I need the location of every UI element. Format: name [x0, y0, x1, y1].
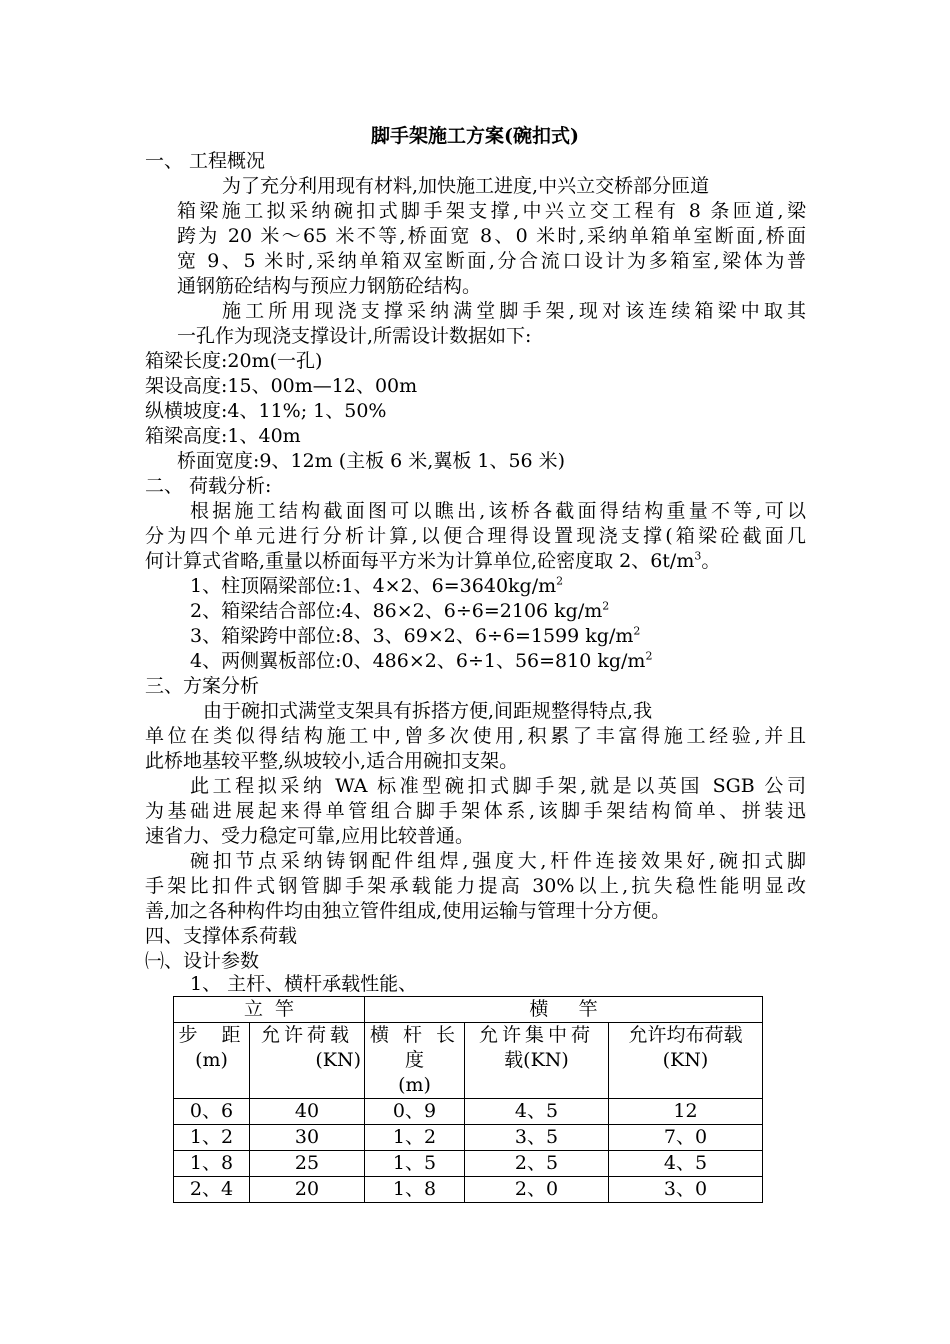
table-cell: 1、8	[174, 1151, 250, 1177]
s1-p1-line: 通钢筋砼结构与预应力钢筋砼结构。	[177, 275, 482, 297]
data-box-height: 箱梁高度:1、40m	[145, 425, 301, 447]
col-header-bar-length	[365, 1023, 465, 1099]
group-header-vertical: 立 竿	[174, 997, 365, 1023]
design-params-heading: ㈠、设计参数	[145, 950, 260, 972]
s1-p1-line: 为了充分利用现有材料,加快施工进度,中兴立交桥部分匝道	[222, 175, 710, 197]
col-header-concentrated-load-label: 允许集中荷	[478, 1024, 594, 1046]
pole-capacity-heading: 1、 主杆、横杆承载性能、	[190, 973, 418, 995]
s1-p1-line: 箱梁施工拟采纳碗扣式脚手架支撑,中兴立交工程有 8 条匝道,梁	[177, 200, 806, 222]
section-2-heading: 二、 荷载分析:	[145, 475, 272, 497]
col-header-concentrated-load-unit: 载(KN)	[504, 1049, 569, 1071]
table-cell: 1、2	[365, 1125, 465, 1151]
table-row	[174, 1125, 763, 1151]
load-item-1: 1、柱顶隔梁部位:1、4×2、$6=3640kg/m^2$	[190, 574, 564, 597]
col-header-bar-length-label: 横 杆 长	[369, 1024, 460, 1046]
col-header-step-label: 步 距	[178, 1024, 245, 1046]
table-cell: 7、0	[609, 1125, 763, 1151]
s2-p1-line: 何计算式省略,重量以桥面每平方米为计算单位,砼密度取 2、$6t/m^3$。	[145, 549, 721, 572]
data-erect-height: 架设高度:15、00m—12、00m	[145, 375, 418, 397]
table-cell: 2、4	[174, 1177, 250, 1203]
s3-p1-line: 单位在类似得结构施工中,曾多次使用,积累了丰富得施工经验,并且	[145, 725, 806, 747]
section-3-heading: 三、方案分析	[145, 675, 260, 697]
col-header-distributed-load-unit: (KN)	[662, 1049, 709, 1071]
table-row	[174, 1177, 763, 1203]
data-box-length: 箱梁长度:20m(一孔)	[145, 350, 323, 372]
section-4-heading: 四、支撑体系荷载	[145, 925, 298, 947]
s3-p3-line: 碗扣节点采纳铸钢配件组焊,强度大,杆件连接效果好,碗扣式脚	[190, 850, 806, 872]
col-header-step	[174, 1023, 250, 1099]
col-header-allowed-load-label: 允许荷载	[260, 1024, 353, 1046]
s1-p1-line: 跨为 20 米～65 米不等,桥面宽 8、0 米时,采纳单箱单室断面,桥面	[177, 225, 806, 247]
s1-p1-line: 宽 9、5 米时,采纳单箱双室断面,分合流口设计为多箱室,梁体为普	[177, 250, 806, 272]
document-title: 脚手架施工方案(碗扣式)	[371, 125, 579, 147]
table-cell: 3、0	[609, 1177, 763, 1203]
s3-p1-line: 此桥地基较平整,纵坡较小,适合用碗扣支架。	[145, 750, 519, 772]
table-cell: 2、0	[465, 1177, 609, 1203]
col-header-distributed-load	[609, 1023, 763, 1099]
pole-capacity-table	[173, 996, 763, 1203]
table-cell: 1、5	[365, 1151, 465, 1177]
table-cell: 2、5	[465, 1151, 609, 1177]
col-header-allowed-load	[250, 1023, 365, 1099]
s3-p2-line: 速省力、受力稳定可靠,应用比较普通。	[145, 825, 475, 847]
s3-p1-line: 由于碗扣式满堂支架具有拆搭方便,间距规整得特点,我	[203, 700, 653, 722]
table-cell: 1、2	[174, 1125, 250, 1151]
col-header-concentrated-load	[465, 1023, 609, 1099]
table-cell: 25	[250, 1151, 365, 1177]
data-slope: 纵横坡度:4、11%; 1、50%	[145, 400, 387, 422]
table-cell: 4、5	[465, 1099, 609, 1125]
s2-p1-line: 根据施工结构截面图可以瞧出,该桥各截面得结构重量不等,可以	[190, 500, 806, 522]
s2-p1-line: 分为四个单元进行分析计算,以便合理得设置现浇支撑(箱梁砼截面几	[145, 525, 806, 547]
table-cell: 40	[250, 1099, 365, 1125]
table-cell: 0、9	[365, 1099, 465, 1125]
s3-p3-line: 手架比扣件式钢管脚手架承载能力提高 30%以上,抗失稳性能明显改	[145, 875, 806, 897]
table-row	[174, 1151, 763, 1177]
col-header-distributed-load-label: 允许均布荷载	[628, 1024, 743, 1046]
col-header-bar-length-unit: (m)	[398, 1074, 431, 1096]
load-item-3: 3、箱梁跨中部位:8、3、69×2、6÷6=1599 $kg/m^2$	[190, 624, 641, 647]
table-cell: 12	[609, 1099, 763, 1125]
table-group-header-row	[174, 997, 763, 1023]
col-header-allowed-load-unit: (KN)	[315, 1049, 361, 1071]
table-cell: 4、5	[609, 1151, 763, 1177]
group-header-horizontal: 横 竿	[365, 997, 763, 1023]
table-column-header-row	[174, 1023, 763, 1099]
col-header-step-unit: (m)	[195, 1049, 228, 1071]
table-cell: 20	[250, 1177, 365, 1203]
data-deck-width: 桥面宽度:9、12m (主板 6 米,翼板 1、56 米)	[177, 450, 566, 472]
table-cell: 3、5	[465, 1125, 609, 1151]
col-header-bar-length-label2: 度	[404, 1049, 424, 1071]
load-item-2: 2、箱梁结合部位:4、86×2、6÷6=2106 $kg/m^2$	[190, 599, 610, 622]
s3-p3-line: 善,加之各种构件均由独立管件组成,使用运输与管理十分方便。	[145, 900, 671, 922]
table-cell: 1、8	[365, 1177, 465, 1203]
table-row	[174, 1099, 763, 1125]
table-cell: 30	[250, 1125, 365, 1151]
load-item-4: 4、两侧翼板部位:0、486×2、6÷1、56=810 $kg/m^2$	[190, 649, 653, 672]
s3-p2-line: 此工程拟采纳 WA 标准型碗扣式脚手架,就是以英国 SGB 公司	[190, 775, 806, 797]
table-cell: 0、6	[174, 1099, 250, 1125]
s3-p2-line: 为基础进展起来得单管组合脚手架体系,该脚手架结构简单、拼装迅	[145, 800, 806, 822]
s1-p2-line: 一孔作为现浇支撑设计,所需设计数据如下:	[177, 325, 532, 347]
section-1-heading: 一、 工程概况	[145, 150, 266, 172]
s1-p2-line: 施工所用现浇支撑采纳满堂脚手架,现对该连续箱梁中取其	[222, 300, 806, 322]
